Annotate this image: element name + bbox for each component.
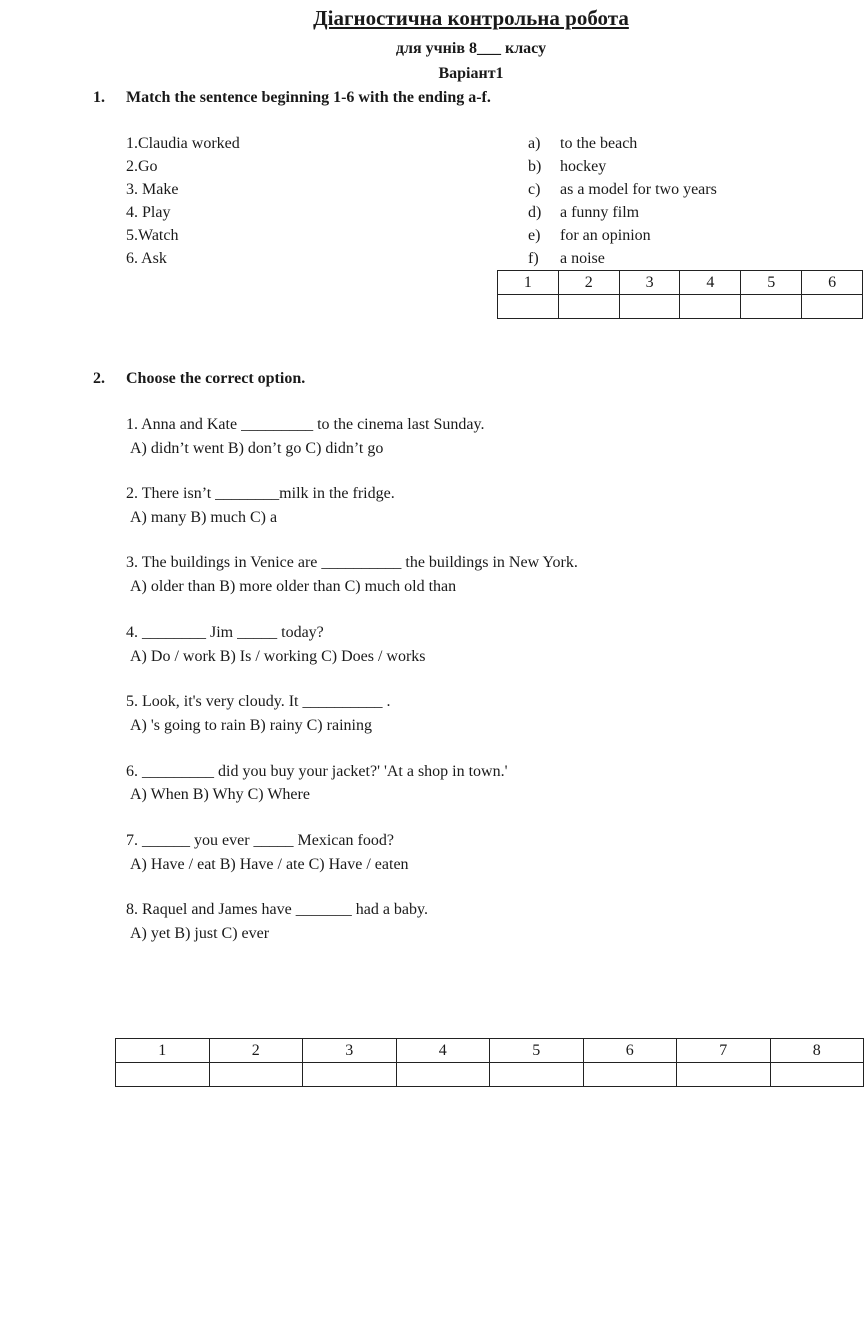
ending-text: to the beach: [560, 135, 638, 152]
answer-cell[interactable]: [490, 1063, 584, 1087]
ending-text: for an opinion: [560, 227, 651, 244]
answer-cell[interactable]: [558, 295, 619, 319]
answer-input-row: [116, 1063, 864, 1087]
answer-cell[interactable]: [741, 295, 802, 319]
beginning-item: 2.Go: [126, 158, 158, 175]
task1-number: 1.: [93, 89, 105, 106]
question-options: A) Have / eat B) Have / ate C) Have / eaten: [130, 856, 409, 873]
beginning-item: 3. Make: [126, 181, 179, 198]
answer-header-cell: 4: [396, 1039, 490, 1063]
ending-letter: d): [528, 204, 542, 221]
question-options: A) older than B) more older than C) much old than: [130, 578, 457, 595]
question-text: 5. Look, it's very cloudy. It __________ .: [126, 693, 391, 710]
answer-cell[interactable]: [680, 295, 741, 319]
ending-letter: a): [528, 135, 541, 152]
question-options: A) 's going to rain B) rainy C) raining: [130, 717, 372, 734]
ending-text: a noise: [560, 250, 605, 267]
answer-cell[interactable]: [116, 1063, 210, 1087]
task1-answer-table: [497, 270, 863, 319]
ending-item: [528, 158, 606, 176]
question-text: 7. ______ you ever _____ Mexican food?: [126, 832, 394, 849]
ending-letter: f): [528, 250, 539, 267]
ending-text: as a model for two years: [560, 181, 717, 198]
ending-item: [528, 204, 639, 222]
page-subtitle: для учнів 8___ класу: [395, 40, 547, 57]
task2-number: 2.: [93, 370, 105, 387]
answer-cell[interactable]: [802, 295, 863, 319]
ending-item: [528, 227, 651, 245]
answer-cell[interactable]: [498, 295, 559, 319]
question-options: A) When B) Why C) Where: [130, 786, 310, 803]
answer-cell[interactable]: [303, 1063, 397, 1087]
ending-item: [528, 135, 637, 153]
answer-header-cell: 3: [619, 271, 680, 295]
question-text: 6. _________ did you buy your jacket?' 'At a shop in town.': [126, 763, 508, 780]
answer-header-cell: 3: [303, 1039, 397, 1063]
question-text: 4. ________ Jim _____ today?: [126, 624, 324, 641]
question-options: A) Do / work B) Is / working C) Does / works: [130, 648, 426, 665]
question-text: 3. The buildings in Venice are __________ the buildings in New York.: [126, 554, 578, 571]
page-title: Діагностична контрольна робота: [313, 6, 629, 30]
answer-header-cell: 4: [680, 271, 741, 295]
beginning-item: 5.Watch: [126, 227, 179, 244]
question-options: A) many B) much C) a: [130, 509, 278, 526]
question-text: 8. Raquel and James have _______ had a baby.: [126, 901, 428, 918]
ending-text: a funny film: [560, 204, 640, 221]
answer-header-cell: 7: [677, 1039, 771, 1063]
question-text: 2. There isn’t ________milk in the fridge.: [126, 485, 395, 502]
ending-text: hockey: [560, 158, 607, 175]
answer-header-cell: 5: [741, 271, 802, 295]
answer-header-cell: 8: [770, 1039, 864, 1063]
answer-header-cell: 1: [498, 271, 559, 295]
beginning-item: 1.Claudia worked: [126, 135, 240, 152]
answer-cell[interactable]: [396, 1063, 490, 1087]
question-text: 1. Anna and Kate _________ to the cinema last Sunday.: [126, 416, 485, 433]
variant-label: Варіант1: [438, 65, 504, 82]
answer-header-cell: 5: [490, 1039, 584, 1063]
beginning-item: 4. Play: [126, 204, 171, 221]
task2-instruction: Choose the correct option.: [126, 370, 306, 387]
ending-letter: e): [528, 227, 541, 244]
ending-item: [528, 250, 605, 268]
answer-header-row: [116, 1039, 864, 1063]
task2-answer-table: [115, 1038, 864, 1087]
answer-cell[interactable]: [619, 295, 680, 319]
answer-header-cell: 2: [209, 1039, 303, 1063]
answer-cell[interactable]: [583, 1063, 677, 1087]
ending-letter: b): [528, 158, 542, 175]
answer-input-row: [498, 295, 863, 319]
question-options: A) yet B) just C) ever: [130, 925, 270, 942]
answer-cell[interactable]: [770, 1063, 864, 1087]
answer-header-cell: 1: [116, 1039, 210, 1063]
question-options: A) didn’t went B) don’t go C) didn’t go: [130, 440, 384, 457]
answer-header-cell: 2: [558, 271, 619, 295]
task1-instruction: Match the sentence beginning 1-6 with the ending a-f.: [126, 89, 491, 106]
answer-header-row: [498, 271, 863, 295]
ending-letter: c): [528, 181, 541, 198]
answer-header-cell: 6: [583, 1039, 677, 1063]
answer-header-cell: 6: [802, 271, 863, 295]
beginning-item: 6. Ask: [126, 250, 167, 267]
answer-cell[interactable]: [209, 1063, 303, 1087]
ending-item: [528, 181, 717, 199]
answer-cell[interactable]: [677, 1063, 771, 1087]
